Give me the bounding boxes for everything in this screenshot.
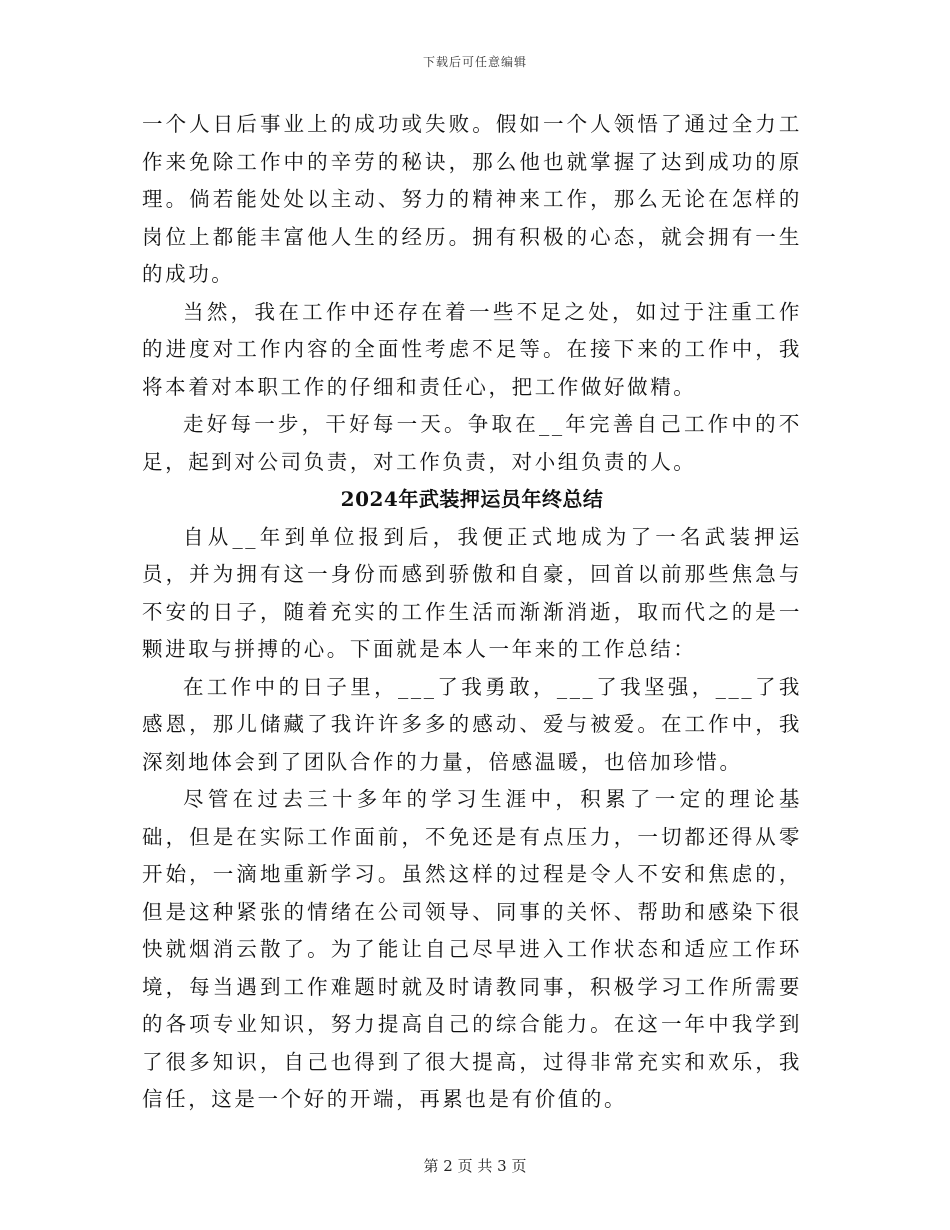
- page-header-note: 下载后可任意编辑: [422, 55, 527, 69]
- paragraph-resolution: 走好每一步，干好每一天。争取在__年完善自己工作中的不足，起到对公司负责，对工作负责，对小组负责的人。: [142, 412, 802, 474]
- document-body: [142, 106, 802, 1119]
- paragraph-shortcomings: 当然，我在工作中还存在着一些不足之处，如过于注重工作的进度对工作内容的全面性考虑不足等。在接下来的工作中，我将本着对本职工作的仔细和责任心，把工作做好做精。: [142, 299, 802, 399]
- page-number: 第 2 页 共 3 页: [423, 1157, 527, 1175]
- paragraph-continued: 一个人日后事业上的成功或失败。假如一个人领悟了通过全力工作来免除工作中的辛劳的秘诀，那么他也就掌握了达到成功的原理。倘若能处处以主动、努力的精神来工作，那么无论在怎样的岗位上都能丰富他人生的经历。拥有积极的心态，就会拥有一生的成功。: [142, 112, 802, 286]
- section-title: 2024年武装押运员年终总结: [340, 487, 604, 511]
- paragraph-work-days: 在工作中的日子里，___了我勇敢，___了我坚强，___了我感恩，那儿储藏了我许许多多的感动、爱与被爱。在工作中，我深刻地体会到了团队合作的力量，倍感温暖，也倍加珍惜。: [142, 674, 802, 774]
- paragraph-introduction: 自从__年到单位报到后，我便正式地成为了一名武装押运员，并为拥有这一身份而感到骄傲和自豪，回首以前那些焦急与不安的日子，随着充实的工作生活而渐渐消逝，取而代之的是一颗进取与拼搏的心。下面就是本人一年来的工作总结：: [142, 524, 802, 661]
- paragraph-learning: 尽管在过去三十多年的学习生涯中，积累了一定的理论基础，但是在实际工作面前，不免还是有点压力，一切都还得从零开始，一滴地重新学习。虽然这样的过程是令人不安和焦虑的，但是这种紧张的情绪在公司领导、同事的关怀、帮助和感染下很快就烟消云散了。为了能让自己尽早进入工作状态和适应工作环境，每当遇到工作难题时就及时请教同事，积极学习工作所需要的各项专业知识，努力提高自己的综合能力。在这一年中我学到了很多知识，自己也得到了很大提高，过得非常充实和欢乐，我信任，这是一个好的开端，再累也是有价值的。: [142, 787, 802, 1111]
